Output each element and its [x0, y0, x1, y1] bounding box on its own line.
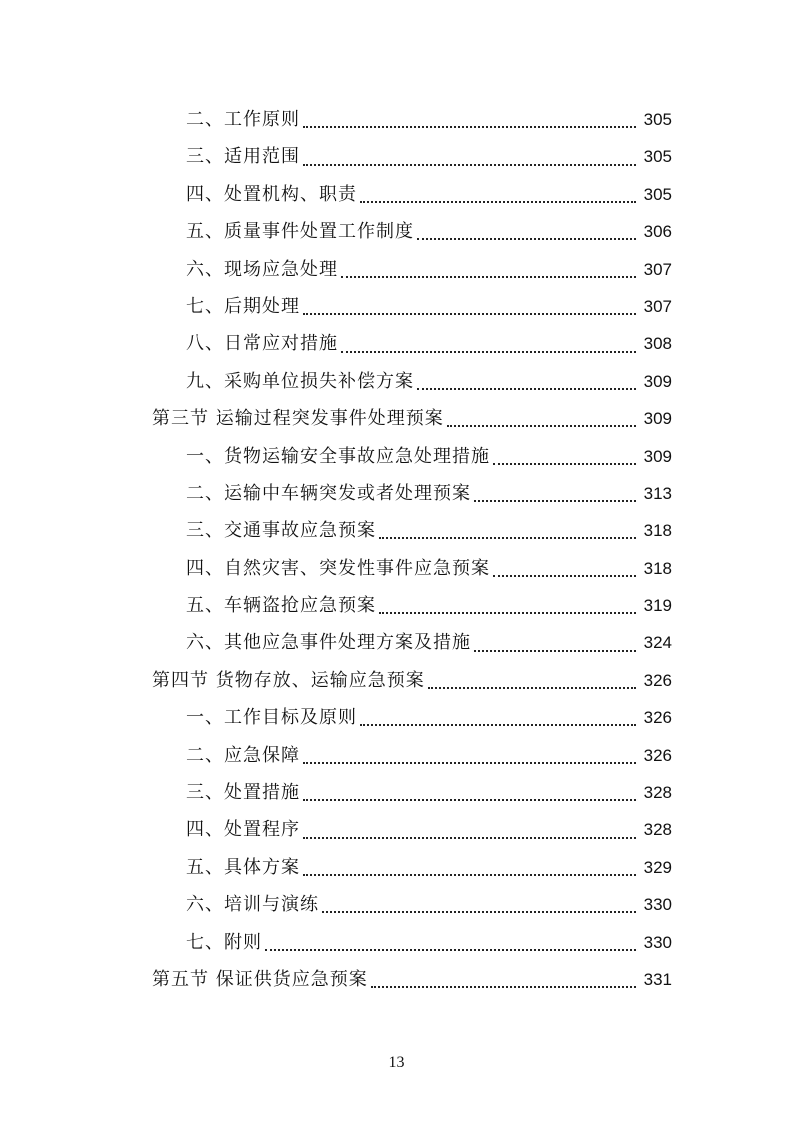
toc-entry-title: 二、运输中车辆突发或者处理预案 — [186, 482, 471, 504]
toc-entry[interactable] — [0, 512, 793, 549]
toc-entry-page: 307 — [643, 296, 672, 316]
toc-entry-page: 328 — [643, 783, 672, 803]
toc-entry-page: 324 — [643, 633, 672, 653]
toc-entry-title: 四、自然灾害、突发性事件应急预案 — [186, 557, 490, 579]
toc-entry-page: 328 — [643, 820, 672, 840]
toc-entry-page: 305 — [643, 147, 672, 167]
toc-entry-page: 331 — [643, 969, 672, 989]
toc-entry-title: 三、交通事故应急预案 — [186, 520, 376, 542]
toc-section-entry[interactable] — [0, 961, 793, 998]
toc-entry[interactable] — [0, 325, 793, 362]
toc-entry-page: 318 — [643, 521, 672, 541]
toc-entry-title: 三、适用范围 — [186, 146, 300, 168]
toc-entry[interactable] — [0, 213, 793, 250]
toc-entry-title: 五、质量事件处置工作制度 — [186, 221, 414, 243]
toc-dot-leader — [417, 387, 636, 390]
toc-dot-leader — [379, 536, 636, 539]
toc-entry-page: 326 — [643, 708, 672, 728]
toc-dot-leader — [303, 836, 636, 839]
toc-entry-title: 四、处置机构、职责 — [186, 183, 357, 205]
toc-dot-leader — [303, 798, 636, 801]
toc-dot-leader — [303, 125, 636, 128]
toc-entry-title: 五、车辆盗抢应急预案 — [186, 595, 376, 617]
toc-entry[interactable] — [0, 176, 793, 213]
toc-entry-title: 七、附则 — [186, 931, 262, 953]
toc-entry-page: 309 — [643, 446, 672, 466]
toc-dot-leader — [303, 312, 636, 315]
toc-entry-page: 309 — [643, 371, 672, 391]
toc-entry[interactable] — [0, 774, 793, 811]
toc-dot-leader — [265, 948, 636, 951]
toc-entry[interactable] — [0, 363, 793, 400]
toc-entry-page: 319 — [643, 596, 672, 616]
toc-entry[interactable] — [0, 288, 793, 325]
toc-entry[interactable] — [0, 624, 793, 661]
toc-entry-title: 四、处置程序 — [186, 819, 300, 841]
toc-dot-leader — [474, 499, 636, 502]
toc-dot-leader — [493, 462, 636, 465]
toc-entry[interactable] — [0, 849, 793, 886]
toc-dot-leader — [303, 163, 636, 166]
toc-entry-page: 308 — [643, 334, 672, 354]
toc-dot-leader — [379, 611, 636, 614]
toc-entry-page: 329 — [643, 857, 672, 877]
toc-dot-leader — [447, 424, 636, 427]
toc-entry-page: 318 — [643, 558, 672, 578]
toc-entry-page: 326 — [643, 745, 672, 765]
toc-entry-title: 二、工作原则 — [186, 109, 300, 130]
toc-dot-leader — [493, 574, 636, 577]
toc-entry[interactable] — [0, 438, 793, 475]
toc-entry-title: 六、其他应急事件处理方案及措施 — [186, 632, 471, 654]
toc-dot-leader — [417, 237, 636, 240]
toc-entry[interactable] — [0, 811, 793, 848]
table-of-contents — [0, 101, 793, 998]
page-number: 13 — [388, 1054, 405, 1071]
toc-entry[interactable] — [0, 737, 793, 774]
toc-entry[interactable] — [0, 924, 793, 961]
toc-entry-page: 305 — [643, 184, 672, 204]
toc-dot-leader — [371, 985, 636, 988]
toc-entry[interactable] — [0, 587, 793, 624]
toc-section-entry[interactable] — [0, 400, 793, 437]
toc-dot-leader — [428, 686, 636, 689]
toc-entry-page: 309 — [643, 409, 672, 429]
toc-entry-page: 313 — [643, 483, 672, 503]
toc-entry-page: 326 — [643, 670, 672, 690]
toc-section-entry[interactable] — [0, 662, 793, 699]
toc-entry-title: 五、具体方案 — [186, 856, 300, 878]
toc-entry-page: 330 — [643, 932, 672, 952]
toc-entry-title: 九、采购单位损失补偿方案 — [186, 370, 414, 392]
toc-dot-leader — [360, 200, 636, 203]
toc-dot-leader — [322, 910, 636, 913]
toc-entry-title: 第四节 货物存放、运输应急预案 — [152, 669, 425, 691]
toc-dot-leader — [360, 723, 636, 726]
toc-dot-leader — [474, 649, 636, 652]
toc-entry-page: 305 — [643, 110, 672, 129]
toc-entry-page: 307 — [643, 259, 672, 279]
toc-dot-leader — [341, 275, 636, 278]
toc-entry[interactable] — [0, 101, 793, 138]
toc-entry-page: 330 — [643, 895, 672, 915]
toc-dot-leader — [303, 761, 636, 764]
toc-entry[interactable] — [0, 138, 793, 175]
toc-entry-title: 一、货物运输安全事故应急处理措施 — [186, 445, 490, 467]
toc-entry-title: 一、工作目标及原则 — [186, 707, 357, 729]
toc-entry[interactable] — [0, 699, 793, 736]
toc-entry-title: 六、培训与演练 — [186, 894, 319, 916]
toc-entry-page: 306 — [643, 222, 672, 242]
toc-entry[interactable] — [0, 886, 793, 923]
toc-entry-title: 七、后期处理 — [186, 295, 300, 317]
toc-entry-title: 三、处置措施 — [186, 782, 300, 804]
toc-entry-title: 二、应急保障 — [186, 744, 300, 766]
toc-entry[interactable] — [0, 475, 793, 512]
toc-dot-leader — [303, 873, 636, 876]
toc-entry-title: 八、日常应对措施 — [186, 333, 338, 355]
toc-entry-title: 六、现场应急处理 — [186, 258, 338, 280]
toc-dot-leader — [341, 350, 636, 353]
toc-entry-title: 第三节 运输过程突发事件处理预案 — [152, 408, 444, 430]
toc-entry-title: 第五节 保证供货应急预案 — [152, 968, 368, 990]
toc-entry[interactable] — [0, 550, 793, 587]
toc-entry[interactable] — [0, 251, 793, 288]
